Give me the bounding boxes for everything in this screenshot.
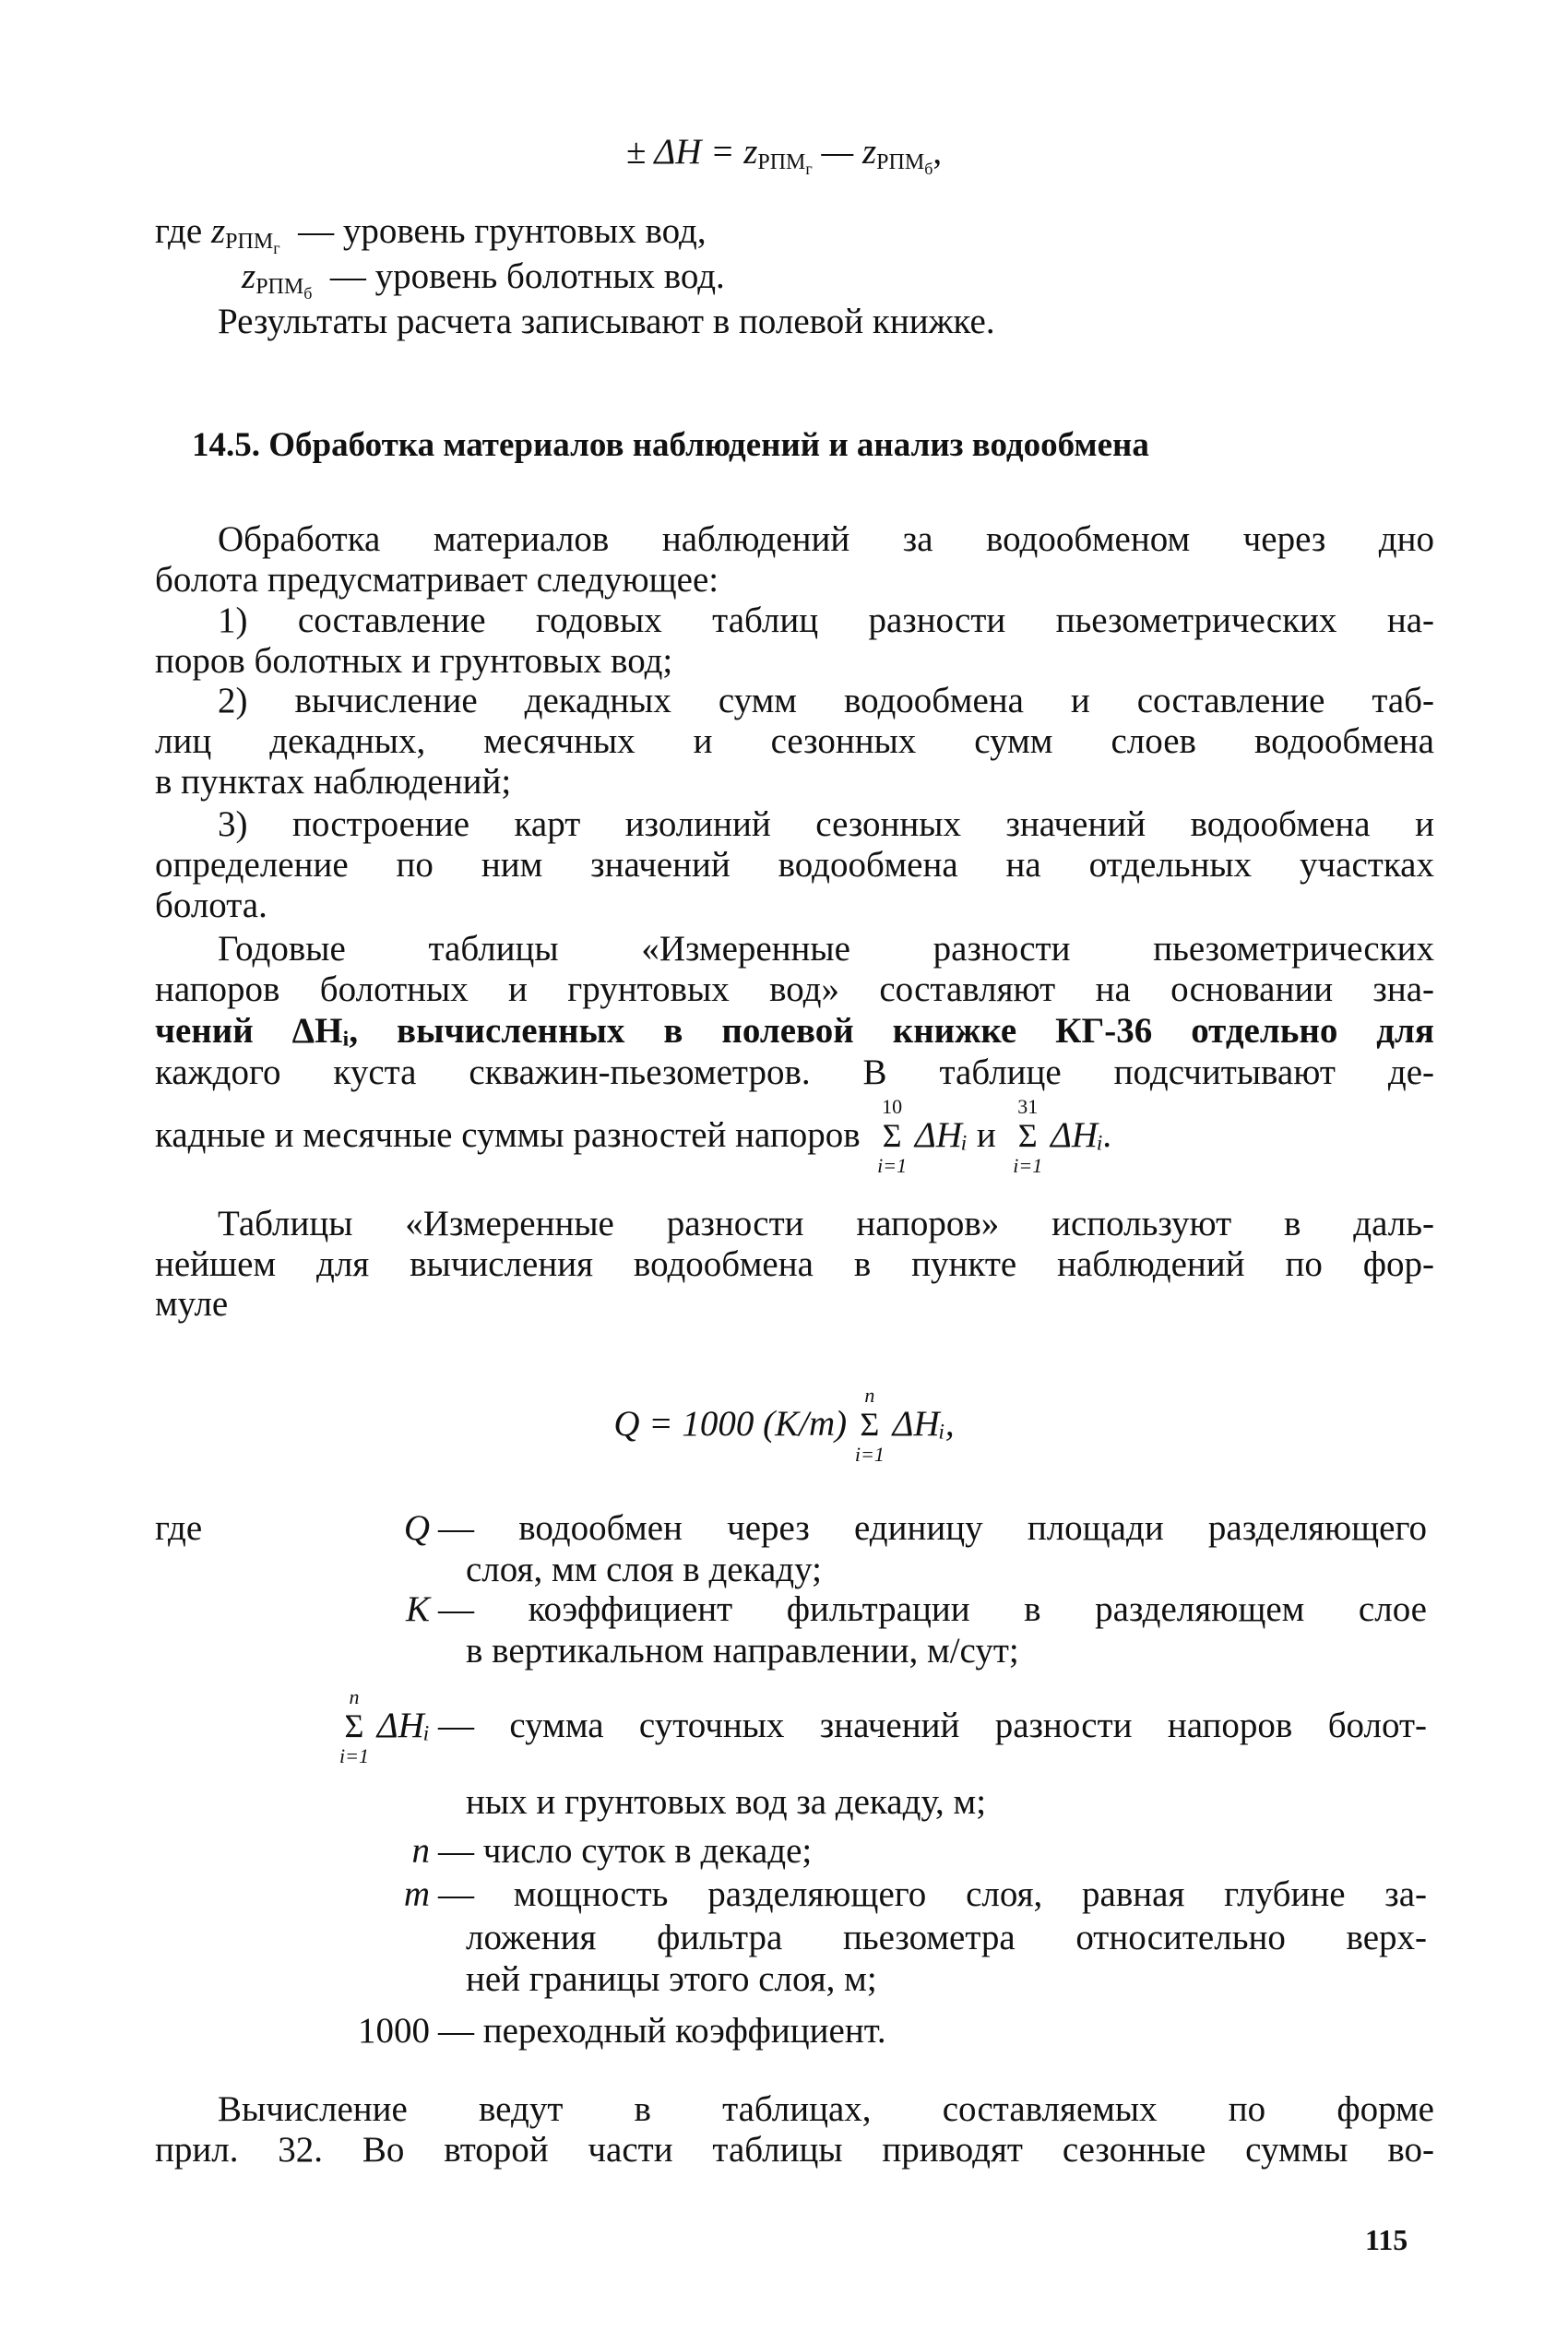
where-line-2 xyxy=(242,256,725,303)
paragraph-line-sums xyxy=(155,1095,1112,1177)
sum-upper: 31 xyxy=(1017,1095,1039,1118)
def-text: — переходный коэффициент. xyxy=(438,2011,886,2051)
def-text: ней границы этого слоя, м; xyxy=(466,1959,877,1999)
list-item-1: 1) составление годовых таблиц разности пьезометрических на- xyxy=(218,601,1434,640)
paragraph-line: прил. 32. Во второй части таблицы приводят сезонные суммы во- xyxy=(155,2130,1434,2170)
var-z: z xyxy=(242,256,256,296)
text: кадные и месячные суммы разностей напоров xyxy=(155,1115,861,1155)
sum-upper: 10 xyxy=(882,1095,903,1118)
subscript: РПМ xyxy=(255,275,304,299)
subscript: г xyxy=(805,160,813,178)
formula-lhs: Q = 1000 (K/m) xyxy=(613,1404,848,1444)
sum-lower: i=1 xyxy=(854,1443,885,1466)
paragraph-line: болота предусматривает следующее: xyxy=(155,560,719,600)
def-text: в вертикальном направлении, м/сут; xyxy=(466,1631,1019,1671)
list-item-3: 3) построение карт изолиний сезонных значений водообмена и xyxy=(218,804,1434,844)
where-label: где xyxy=(155,1508,203,1548)
list-item-3-cont: определение по ним значений водообмена на отдельных участках xyxy=(155,845,1434,885)
formula-mid: — z xyxy=(812,132,877,172)
var-z: z xyxy=(210,211,226,251)
subscript: б xyxy=(303,284,313,303)
where-line-1 xyxy=(155,211,707,257)
def-text: — число суток в декаде; xyxy=(438,1831,813,1871)
comma: , xyxy=(932,132,943,172)
def-term-k: K xyxy=(405,1589,430,1629)
paragraph-line: Обработка материалов наблюдений за водообменом через дно xyxy=(218,519,1434,559)
def-term-m: m xyxy=(403,1874,430,1914)
subscript: г xyxy=(273,239,280,257)
def-term-1000: 1000 xyxy=(358,2011,430,2051)
formula-q xyxy=(0,1384,1568,1466)
sum-symbol: Σ n i=1 xyxy=(340,1707,368,1744)
paragraph-line: чений ΔHᵢ, вычисленных в полевой книжке КГ-36 отдельно для xyxy=(155,1011,1434,1051)
paragraph-line: Таблицы «Измеренные разности напоров» используют в даль- xyxy=(218,1204,1434,1243)
list-item-3-cont: болота. xyxy=(155,886,267,925)
term: ΔHᵢ. xyxy=(1050,1115,1112,1155)
list-item-2: 2) вычисление декадных сумм водообмена и составление таб- xyxy=(218,681,1434,720)
paragraph-line: напоров болотных и грунтовых вод» составляют на основании зна- xyxy=(155,969,1434,1009)
subscript: РПМ xyxy=(225,230,274,254)
term: ΔHᵢ, xyxy=(892,1404,955,1444)
def-term-n: n xyxy=(411,1831,430,1871)
list-item-1-cont: поров болотных и грунтовых вод; xyxy=(155,641,673,681)
sum-symbol: Σ n i=1 xyxy=(856,1406,884,1443)
sum-upper: n xyxy=(864,1384,875,1407)
subscript: б xyxy=(924,160,933,178)
section-heading: 14.5. Обработка материалов наблюдений и анализ водообмена xyxy=(192,426,1149,464)
paragraph-line: нейшем для вычисления водообмена в пункте наблюдений по фор- xyxy=(155,1244,1434,1284)
sum-symbol: Σ 31 i=1 xyxy=(1014,1117,1041,1154)
where-label: где xyxy=(155,211,203,251)
definition: — уровень грунтовых вод, xyxy=(298,211,707,251)
sum-lower: i=1 xyxy=(877,1154,908,1177)
formula-delta-h xyxy=(0,132,1568,178)
subscript: РПМ xyxy=(757,150,806,174)
def-text: — водообмен через единицу площади разделяющего xyxy=(438,1508,1427,1548)
sum-symbol: Σ 10 i=1 xyxy=(878,1117,906,1154)
def-term-q: Q xyxy=(403,1508,430,1548)
sum-lower: i=1 xyxy=(1013,1154,1043,1177)
term: ΔHᵢ xyxy=(914,1115,968,1155)
paragraph-line: муле xyxy=(155,1284,229,1324)
sum-lower: i=1 xyxy=(339,1744,369,1767)
paragraph-line: каждого куста скважин-пьезометров. В таблице подсчитывают де- xyxy=(155,1053,1434,1092)
def-text: — коэффициент фильтрации в разделяющем слое xyxy=(438,1589,1427,1629)
list-item-2-cont: в пунктах наблюдений; xyxy=(155,762,512,802)
def-text: ложения фильтра пьезометра относительно верх- xyxy=(466,1918,1427,1957)
list-item-2-cont: лиц декадных, месячных и сезонных сумм слоев водообмена xyxy=(155,721,1434,761)
page-number: 115 xyxy=(1365,2223,1408,2256)
def-text: — мощность разделяющего слоя, равная глубине за- xyxy=(438,1874,1427,1914)
def-text: ных и грунтовых вод за декаду, м; xyxy=(466,1782,987,1822)
definition: — уровень болотных вод. xyxy=(329,256,725,296)
formula-lhs: ± ΔH = z xyxy=(625,132,758,172)
paragraph-line: Вычисление ведут в таблицах, составляемых по форме xyxy=(218,2089,1434,2129)
and: и xyxy=(976,1115,996,1155)
results-text: Результаты расчета записывают в полевой книжке. xyxy=(218,302,995,341)
subscript: РПМ xyxy=(876,150,925,174)
def-text: — сумма суточных значений разности напоров болот- xyxy=(438,1706,1427,1745)
paragraph-line: Годовые таблицы «Измеренные разности пьезометрических xyxy=(218,929,1434,969)
def-text: слоя, мм слоя в декаду; xyxy=(466,1550,822,1589)
sum-upper: n xyxy=(349,1685,360,1708)
term: ΔHᵢ xyxy=(376,1706,430,1745)
def-term-sum xyxy=(339,1685,430,1767)
